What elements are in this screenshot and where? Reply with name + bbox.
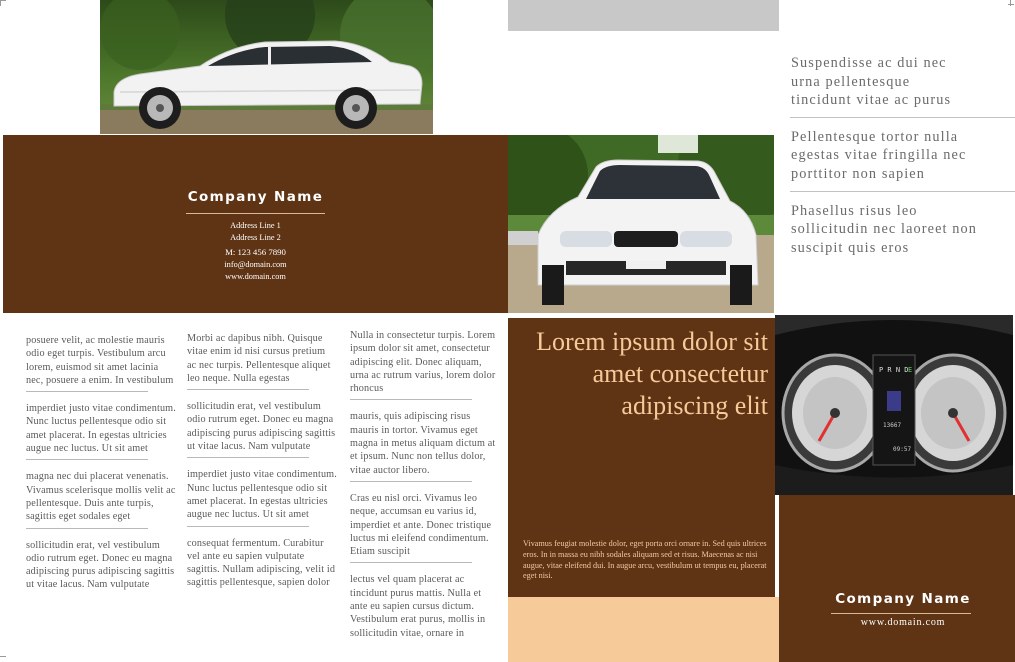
paragraph: imperdiet justo vitae condimentum. Nunc luctus pellentesque odio sit amet placerat. In egestas ultricies augue nec luctus. Ut sit amet (187, 469, 337, 521)
car-instrument-cluster-image (775, 315, 1013, 495)
crop-mark (1008, 4, 1014, 5)
address-line-2: Address Line 2 (230, 233, 281, 242)
grey-block (508, 0, 779, 31)
top-car-photo (100, 0, 433, 134)
back-panel (3, 135, 508, 313)
phone: M: 123 456 7890 (225, 247, 286, 257)
text-column-3 (350, 329, 500, 640)
divider (790, 191, 1015, 192)
headline-panel (508, 318, 775, 597)
divider (187, 389, 309, 390)
paragraph: posuere velit, ac molestie mauris odio eget turpis. Vestibulum arcu lorem, euismod sit amet lacinia nec, posuere a enim. In vestibulum (26, 335, 174, 386)
divider (187, 526, 309, 527)
paragraph: Morbi ac dapibus nibh. Quisque vitae enim id nisi cursus pretium ac nec turpis. Pellentesque aliquet leo neque. Nulla egestas (187, 333, 331, 384)
crop-mark (0, 656, 6, 657)
divider (350, 562, 472, 563)
front-company-name: Company Name (835, 591, 971, 607)
crop-mark (0, 0, 1, 6)
gear-active: E (908, 366, 913, 374)
paragraph: magna nec dui placerat venenatis. Vivamus scelerisque mollis velit ac pellentesque. Duis ante turpis, sagittis eget sodales eget (26, 471, 176, 523)
divider (790, 117, 1015, 118)
paragraph: mauris, quis adipiscing risus mauris in tortor. Vivamus eget magna in metus aliquam dictum at et ipsum. Nunc non tellus dolor, vitae auctor libero. (350, 411, 496, 476)
dashboard-photo (775, 315, 1013, 495)
divider (26, 459, 148, 460)
website: www.domain.com (225, 272, 286, 281)
mid-car-photo (508, 135, 774, 313)
paragraph: Nulla in consectetur turpis. Lorem ipsum dolor sit amet, consectetur adipiscing elit. Donec aliquam, urna ac rutrum varius, lorem dolor rhoncus (350, 330, 496, 395)
divider (26, 391, 148, 392)
paragraph: consequat fermentum. Curabitur vel ante eu sapien vulputate sagittis. Nullam adipiscing, velit id sagittis pellentesque, sapien dolor (187, 537, 336, 589)
front-panel (779, 495, 1015, 662)
gear-indicator: P R N D (879, 366, 909, 374)
white-sedan-side-view-image (100, 0, 433, 134)
headline: Lorem ipsum dolor sit amet consectetur adipiscing elit (536, 327, 768, 420)
clock: 09:57 (893, 446, 912, 453)
promo-text: Vivamus feugiat molestie dolor, eget porta orci ornare in. Sed quis ultrices eros. In in massa eu nibh sodales aliquam sed et risus. Maecenas ac nisi augue, vitae eleifend dui. In augue arcu, vestibulum ut tempus eu, placerat eget nisi. (523, 539, 767, 581)
crop-mark (1010, 0, 1011, 6)
front-website: www.domain.com (860, 617, 946, 628)
paragraph: sollicitudin erat, vel vestibulum odio rutrum eget. Donec eu magna adipiscing purus adipiscing sagittis ut vitae lacus. Nam vulputate (26, 539, 175, 591)
peach-block (508, 597, 779, 662)
paragraph: lectus vel quam placerat ac tincidunt purus mattis. Nulla et ante eu sapien cursus dictum. Vestibulum erat purus, mollis in sollicitudin vitae, ornare in (350, 574, 486, 639)
white-sedan-front-view-image (508, 135, 774, 313)
email: info@domain.com (224, 260, 287, 269)
text-column-1 (26, 334, 176, 592)
feature-item-3: Phasellus risus leo sollicitudin nec laoreet non suscipit quis eros (791, 202, 978, 256)
divider (350, 399, 472, 400)
divider (831, 613, 971, 614)
divider (26, 528, 148, 529)
paragraph: Cras eu nisl orci. Vivamus leo neque, accumsan eu varius id, imperdiet et ante. Donec tristique luctus mi eleifend condimentum. Etiam suscipit (350, 492, 492, 558)
paragraph: imperdiet justo vitae condimentum. Nunc luctus pellentesque odio sit amet placerat. In egestas ultricies augue nec luctus. Ut sit amet (26, 403, 176, 455)
text-column-2 (187, 332, 337, 590)
divider (187, 457, 309, 458)
feature-list (791, 54, 1015, 257)
feature-item-2: Pellentesque tortor nulla egestas vitae fringilla nec porttitor non sapien (791, 128, 967, 182)
address-line-1: Address Line 1 (230, 221, 281, 230)
odometer: 13667 (883, 422, 902, 429)
divider (350, 481, 472, 482)
paragraph: sollicitudin erat, vel vestibulum odio rutrum eget. Donec eu magna adipiscing purus adipiscing sagittis ut vitae lacus. Nam vulputate (187, 401, 336, 453)
feature-item-1: Suspendisse ac dui nec urna pellentesque tincidunt vitae ac purus (791, 55, 952, 109)
company-name: Company Name (187, 189, 324, 205)
divider (186, 213, 325, 214)
